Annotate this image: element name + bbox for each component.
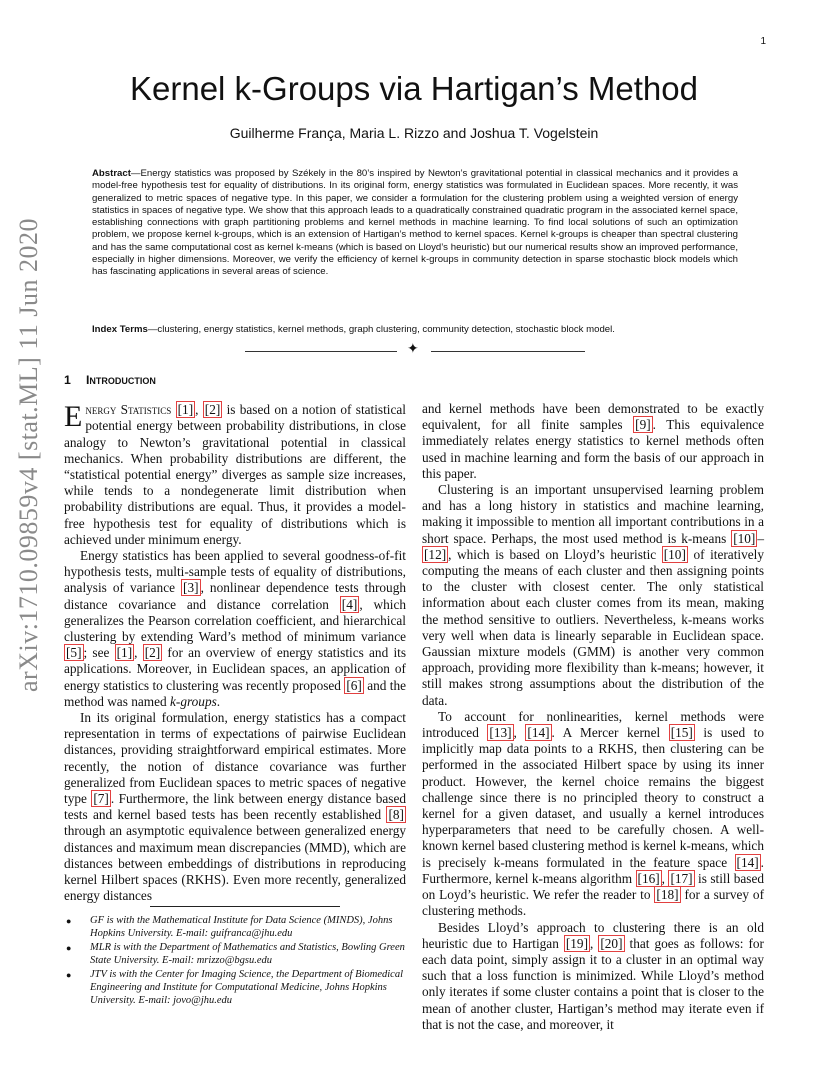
citation-link[interactable]: [7] [93,791,109,807]
left-column [64,372,406,905]
right-column [422,401,764,1033]
paragraph-text: and the method was named [64,677,406,709]
citation-link[interactable]: [1] [177,402,194,418]
paragraph-text: of iteratively computing the means of each cluster and then assigning points to the cluster with closest center. The only statistical information about each cluster comes from its mean, making the method sensitive to outliers. Nevertheless, k-means works very well when data is linearly separable in Euclidean space. Gaussian mixture models (GMM) is another very common approach, providing more flexibility than k-means; however, it still makes strong assumptions about the distribution of the data. [422,546,764,708]
divider-star-icon: ✦ [407,342,419,357]
footnote-text: MLR is with the Department of Mathematics and Statistics, Bowling Green State University. E-mail: mrizzo@bgsu.edu [90,942,405,966]
paragraph-text: To account for nonlinearities, kernel methods were introduced [422,708,764,741]
paragraph-text: , [195,402,203,418]
paragraph-text: is still based on Loyd’s heuristic. We refer the reader to [422,870,764,903]
paragraph-text: . A Mercer kernel [551,725,669,741]
paragraph-text: for a survey of clustering methods. [422,887,765,919]
citation-link[interactable]: [14] [736,854,759,870]
footnote-item [64,942,406,967]
paragraph-text: , which is based on Lloyd’s heuristic [448,546,662,562]
citation-link[interactable]: [15] [670,725,693,741]
footnote-rule [150,906,340,907]
divider-line-left [245,351,397,352]
paragraph-text: , [513,725,526,741]
index-terms [92,324,738,336]
paper-title: Kernel k-Groups via Hartigan’s Method [130,70,698,107]
citation-link[interactable]: [14] [527,725,550,741]
paragraph-text: and kernel methods have been demonstrated to be exactly equivalent, for all finite samples [422,401,764,433]
citation-link[interactable]: [19] [565,935,589,951]
intro-paragraph-4 [422,401,764,482]
divider-line-right [431,351,585,352]
bullet-icon: ● [66,916,72,926]
paragraph-text: is used to implicitly map data points to a RKHS, then clustering can be performed in the associated Hilbert space by using its inner product. However, the kernel choice remains the biggest challenge since there is no principled theory to construct a kernel for a given dataset, and usually a kernel introduces hyperparameters that need to be carefully chosen. A well-known kernel based clustering method is kernel k-means, which is precisely k-means formulated in the feature space [422,725,765,870]
paragraph-text: Clustering is an important unsupervised learning problem and has a long history in statistics and machine learning, making it impossible to mention all important contributions in a short space. Perhaps, the most used method is k-means [422,482,764,546]
section-heading [64,372,406,388]
intro-paragraph-5 [422,482,764,709]
footnote-item [64,915,406,940]
citation-link[interactable]: [8] [388,807,404,823]
author-list: Guilherme França, Maria L. Rizzo and Joshua T. Vogelstein [229,125,599,141]
abstract [92,168,738,279]
bullet-icon: ● [66,943,72,954]
paragraph-text: . This equivalence immediately relates energy statistics to kernel methods often used in machine learning and form the basis of our approach in this paper. [422,417,764,481]
intro-paragraph-1 [64,402,406,548]
paragraph-text: . [216,693,221,709]
citation-link[interactable]: [10] [663,546,686,562]
citation-link[interactable]: [10] [733,530,756,546]
citation-link[interactable]: [13] [489,725,512,741]
footnotes [64,915,406,1009]
citation-link[interactable]: [1] [116,645,133,661]
citation-link[interactable]: [6] [346,677,362,693]
arxiv-identifier[interactable]: arXiv:1710.09859v4 [stat.ML] 11 Jun 2020 [14,218,43,692]
citation-link[interactable]: [9] [635,417,651,433]
paragraph-text: , [134,645,143,661]
abstract-label: Abstract [92,168,131,179]
abstract-text: —Energy statistics was proposed by Székely in the 80’s inspired by Newton’s gravitational potential in classical mechanics and it provides a model-free hypothesis test for equality of distributions. In its original form, energy statistics was formulated in Euclidean spaces. More recently, it was generalized to metric spaces of negative type. In this paper, we consider a formulation for the clustering problem using a weighted version of energy statistics in spaces of negative type. We show that this approach leads to a quadratically constrained quadratic program in the associated kernel space, establishing connections with graph partitioning problems and kernel methods in machine learning. To find local solutions of such an optimization problem, we propose kernel k-groups, which is an extension of Hartigan’s method to kernel spaces. Kernel k-groups is cheaper than spectral clustering and has the same computational cost as kernel k-means (which is based on Lloyd’s heuristic) but our numerical results show an improved performance, especially in higher dimensions. Moreover, we verify the efficiency of kernel k-groups in community detection in sparse stochastic block models which has fascinating applications in several areas of science. [92,168,738,278]
citation-link[interactable]: [20] [600,935,623,951]
index-terms-label: Index Terms [92,324,148,335]
paragraph-text: is based on a notion of statistical potential energy between probability distributions, in close analogy to Newton’s gravitational potential in classical mechanics. When probability distributions are different, the “statistical potential energy” diverges as sample size increases, while tends to a nondegenerate limit distribution when probability distributions are equal. Thus, it provides a model-free hypothesis test for equality of distributions which is achieved under minimum energy. [64,402,406,547]
paragraph-text: for an overview of energy statistics and its applications. Moreover, in Euclidean spaces, an application of energy statistics to clustering was recently proposed [64,645,407,693]
citation-link[interactable]: [16] [637,870,660,886]
paragraph-text: – [757,530,764,546]
paragraph-text: , [661,870,669,886]
citation-link[interactable]: [3] [183,580,199,596]
citation-link[interactable]: [2] [144,645,161,661]
intro-paragraph-2 [64,548,406,710]
footnote-text: JTV is with the Center for Imaging Science, the Department of Biomedical Engineering and Institute for Computational Medicine, Johns Hopkins University. E-mail: jovo@jhu.edu [90,969,404,1006]
intro-paragraph-6 [422,709,764,920]
paragraph-text: ; see [83,645,115,661]
citation-link[interactable]: [17] [670,870,693,886]
section-number: 1 [64,373,71,387]
emphasis-text: k-groups [169,693,217,709]
paragraph-text: . Furthermore, kernel k-means algorithm [422,854,764,886]
citation-link[interactable]: [5] [66,645,82,661]
paragraph-text: Energy statistics has been applied to several goodness-of-fit hypothesis tests, multi-sample tests of equality of distributions, analysis of variance [64,548,406,596]
paragraph-text: . Furthermore, the link between energy distance based tests and kernel based tests has been recently established [64,791,406,823]
footnote-item [64,969,406,1007]
citation-link[interactable]: [4] [341,596,358,612]
index-terms-text: —clustering, energy statistics, kernel methods, graph clustering, community detection, stochastic block model. [147,324,615,335]
section-title: Introduction [86,373,156,387]
lead-smallcaps: nergy Statistics [85,402,172,418]
paragraph-text: In its original formulation, energy statistics has a compact representation in terms of expectations of pairwise Euclidean distances, providing straightforward empirical estimates. More recently, the notion of distance covariance was further generalized from Euclidean spaces to metric spaces of negative type [64,710,406,807]
bullet-icon: ● [66,970,72,981]
paragraph-text: Besides Lloyd’s approach to clustering there is an old heuristic due to Hartigan [422,919,764,951]
dropcap-letter: E [64,400,83,434]
citation-link[interactable]: [18] [656,887,679,903]
intro-paragraph-3 [64,710,406,904]
paragraph-text: through an asymptotic equivalence between generalized energy distances and maximum mean discrepancies (MMD), which are distances between embeddings of distributions in reproducing kernel Hilbert spaces (RKHS). Even more recently, generalized energy distances [64,823,406,904]
section-divider [245,344,585,358]
footnote-text: GF is with the Mathematical Institute for Data Science (MINDS), Johns Hopkins University. E-mail: guifranca@jhu.edu [90,915,393,939]
paragraph-text: , which generalizes the Pearson correlation coefficient, and hierarchical clustering by extending Ward’s method of minimum variance [64,596,406,645]
paragraph-text: , [590,935,599,951]
paragraph-text: , nonlinear dependence tests through distance covariance and distance correlation [64,580,406,612]
page-number: 1 [760,36,766,47]
citation-link[interactable]: [2] [204,402,221,418]
citation-link[interactable]: [12] [424,546,447,562]
paragraph-text: that goes as follows: for each data point, simply assign it to a cluster in an optimal way such that a loss function is minimized. While Lloyd’s method only iterates if some cluster contains a point that is closer to the mean of another cluster, Hartigan’s method may iterate even if that is not the case, and moreover, it [422,935,764,1032]
intro-paragraph-7 [422,920,764,1033]
